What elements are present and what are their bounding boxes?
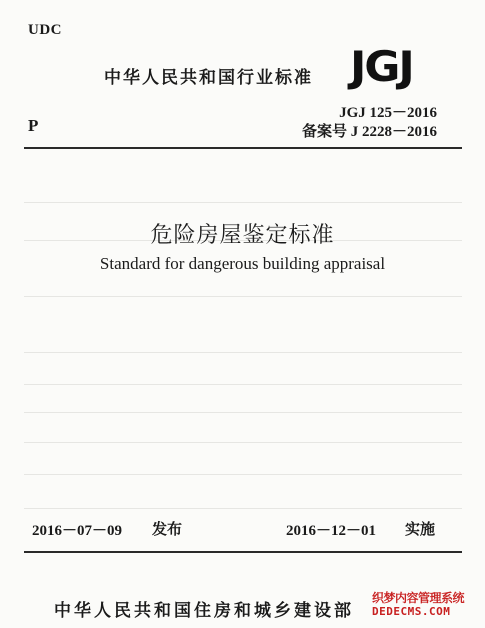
industry-standard-heading: 中华人民共和国行业标准 [104,68,313,88]
implementation-label: 实施 [405,520,436,538]
classification-code: P [28,116,39,135]
top-divider [24,147,462,149]
jgj-logo [350,42,450,91]
document-title-chinese: 危险房屋鉴定标准 [150,223,335,248]
watermark [372,592,480,617]
udc-label: UDC [28,22,62,38]
document-title-english: Standard for dangerous building appraisal [99,254,386,273]
record-number: 备案号 J 2228－2016 [301,124,437,140]
watermark-chinese: 织梦内容管理系统 [372,591,465,605]
issue-label: 发布 [152,520,183,538]
faint-line [24,384,462,385]
faint-line [24,442,462,443]
publisher: 中华人民共和国住房和城乡建设部 [54,601,354,621]
implementation-date: 2016－12－01 [286,523,377,539]
faint-line [24,508,462,509]
standard-number: JGJ 125－2016 [339,105,437,121]
watermark-english: DEDECMS.COM [372,605,451,618]
jgj-logo-text: JGJ [350,42,413,91]
faint-line [24,474,462,475]
faint-line [24,296,462,297]
bottom-divider [24,551,462,553]
issue-date: 2016－07－09 [32,523,123,539]
faint-line [24,352,462,353]
faint-line [24,412,462,413]
faint-line [24,202,462,203]
